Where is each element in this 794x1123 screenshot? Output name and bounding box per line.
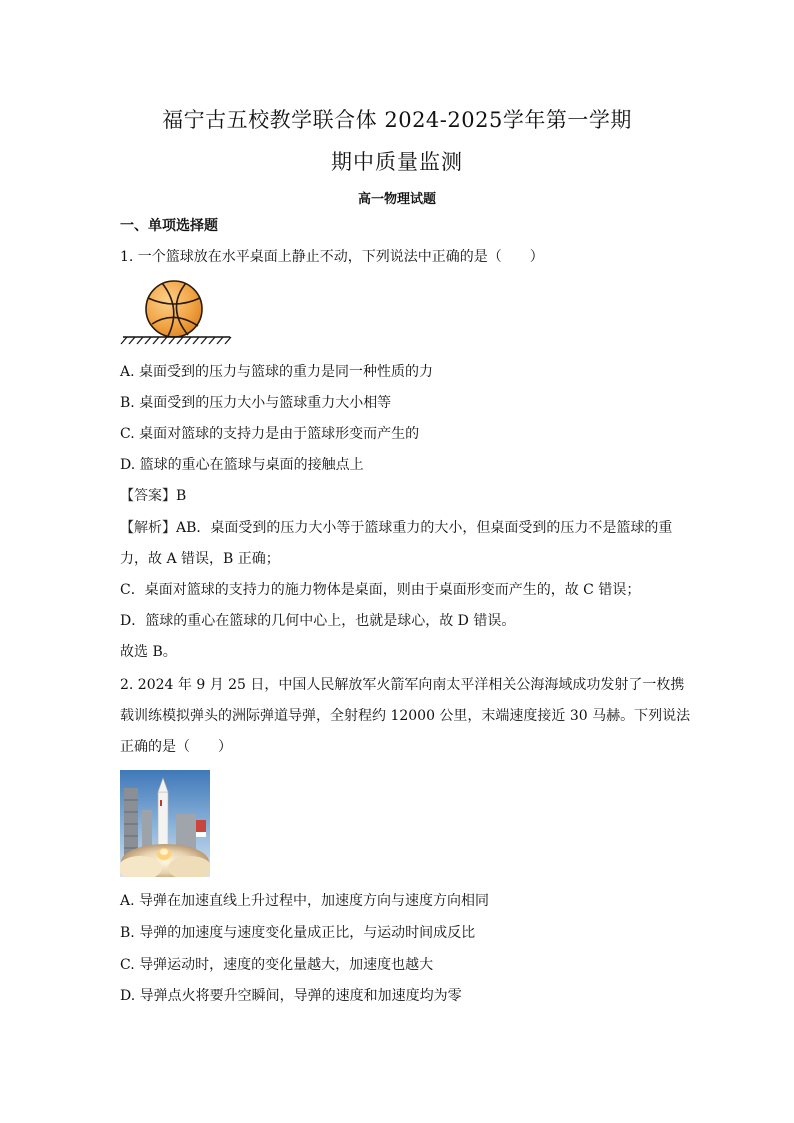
q1-analysis-line: 力，故 A 错误，B 正确； bbox=[120, 551, 280, 567]
q2-option-d: D. 导弹点火将要升空瞬间，导弹的速度和加速度均为零 bbox=[120, 988, 462, 1004]
q2-option-c: C. 导弹运动时，速度的变化量越大，加速度也越大 bbox=[120, 957, 434, 973]
q1-option-c: C. 桌面对篮球的支持力是由于篮球形变而产生的 bbox=[120, 426, 420, 442]
q1-option-a: A. 桌面受到的压力与篮球的重力是同一种性质的力 bbox=[120, 364, 434, 380]
q2-stem-line: 正确的是（ ） bbox=[120, 739, 232, 755]
q1-stem: 1. 一个篮球放在水平桌面上静止不动，下列说法中正确的是（ ） bbox=[120, 249, 544, 265]
q1-conclusion: 故选 B。 bbox=[120, 644, 177, 660]
rocket-launch-photo-icon bbox=[120, 770, 210, 877]
exam-subtitle: 高一物理试题 bbox=[357, 192, 436, 207]
q1-option-d: D. 篮球的重心在篮球与桌面的接触点上 bbox=[120, 457, 364, 473]
q1-option-b: B. 桌面受到的压力大小与篮球重力大小相等 bbox=[120, 395, 392, 411]
q1-analysis-line bbox=[120, 518, 672, 538]
q2-option-b: B. 导弹的加速度与速度变化量成正比，与运动时间成反比 bbox=[120, 925, 476, 941]
q2-stem-line: 2. 2024 年 9 月 25 日，中国人民解放军火箭军向南太平洋相关公海海域成功发射了一枚携 bbox=[120, 677, 685, 693]
section-heading: 一、单项选择题 bbox=[120, 218, 218, 234]
answer-tag: 【答案】 bbox=[120, 488, 176, 504]
q1-answer bbox=[120, 486, 186, 506]
q1-analysis-line: D．篮球的重心在篮球的几何中心上，也就是球心，故 D 错误。 bbox=[120, 613, 516, 629]
q2-stem-line: 载训练模拟弹头的洲际弹道导弹，全射程约 12000 公里，末端速度接近 30 马赫。下列说法 bbox=[120, 708, 691, 724]
exam-title: 福宁古五校教学联合体 2024-2025学年第一学期 bbox=[162, 108, 632, 132]
q2-option-a: A. 导弹在加速直线上升过程中，加速度方向与速度方向相同 bbox=[120, 893, 490, 909]
q1-analysis-line: C．桌面对篮球的支持力的施力物体是桌面，则由于桌面形变而产生的，故 C 错误； bbox=[120, 582, 641, 598]
analysis-tag: 【解析】 bbox=[120, 520, 176, 536]
basketball-on-table-icon bbox=[118, 280, 234, 346]
answer-value: B bbox=[176, 488, 187, 504]
analysis-text: AB．桌面受到的压力大小等于篮球重力的大小，但桌面受到的压力不是篮球的重 bbox=[176, 520, 673, 536]
exam-title-line2: 期中质量监测 bbox=[331, 150, 463, 174]
